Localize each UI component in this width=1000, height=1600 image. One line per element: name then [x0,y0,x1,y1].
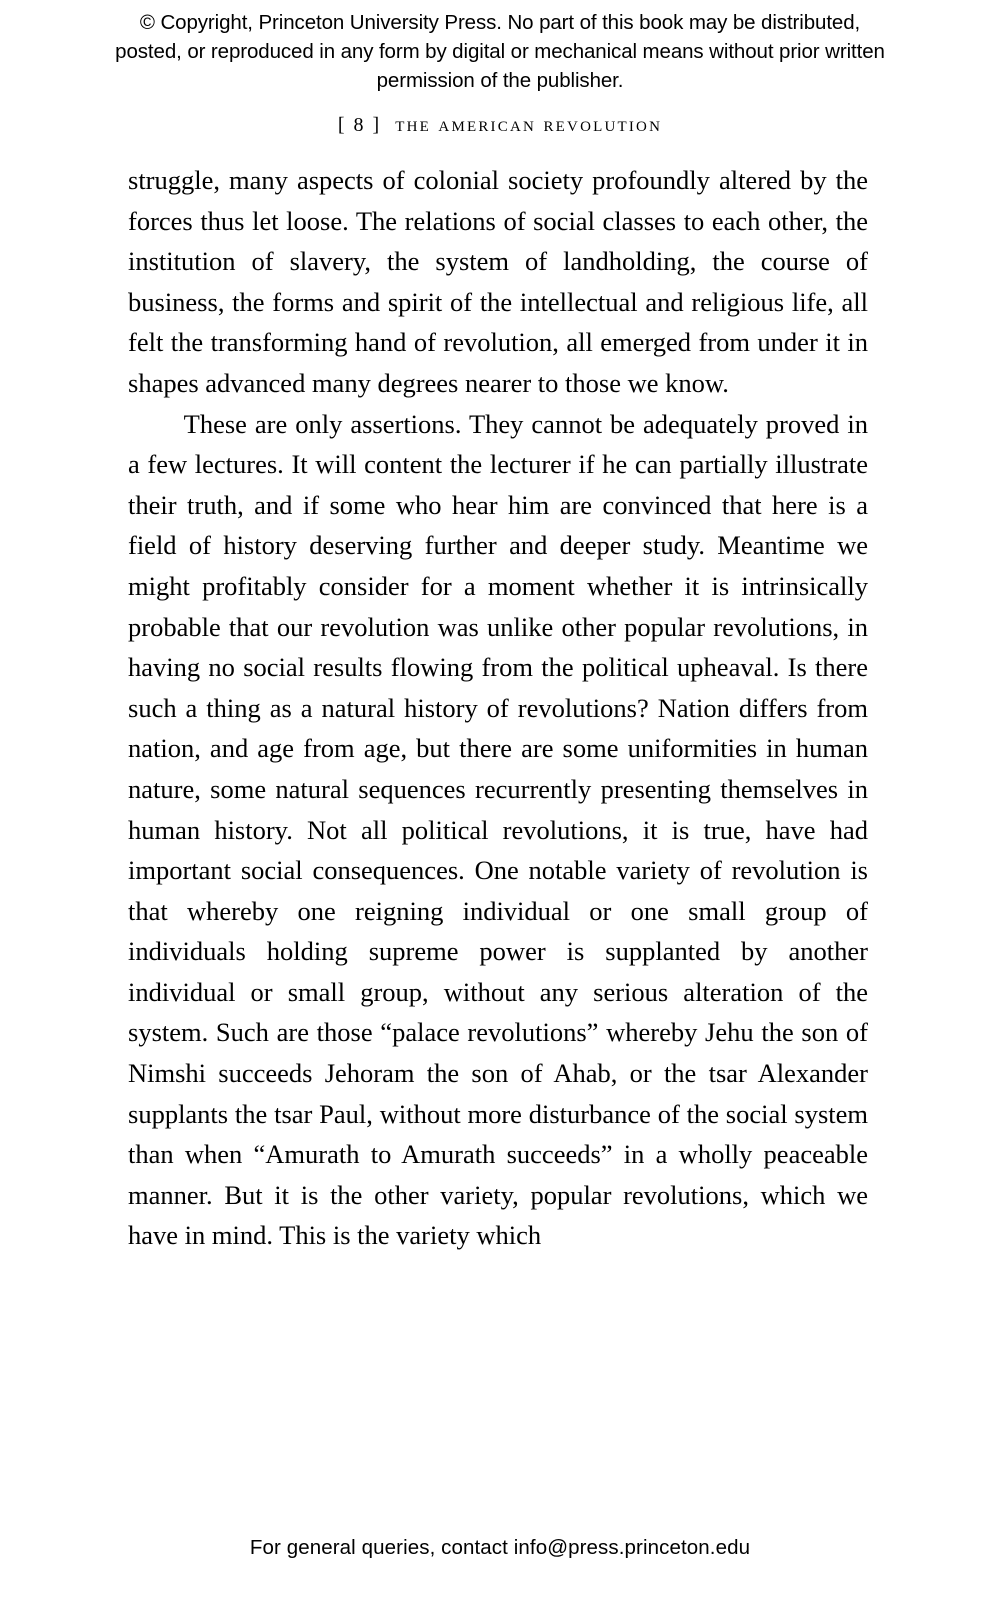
book-title: the american revolution [395,112,663,136]
paragraph-2: These are only assertions. They cannot be adequately proved in a few lectures. It will content the lecturer if he can partially illustrate their truth, and if some who hear him are convinced that here is a field of history deserving further and deeper study. Meantime we might profitably consider for a moment whether it is intrinsically probable that our revolution was unlike other popular revolutions, in having no social results flowing from the political upheaval. Is there such a thing as a natural history of revolutions? Nation differs from nation, and age from age, but there are some uniformities in human nature, some natural sequences recurrently presenting themselves in human history. Not all political revolutions, it is true, have had important social consequences. One notable variety of revolution is that whereby one reigning individual or one small group of individuals holding supreme power is supplanted by another individual or small group, without any serious alteration of the system. Such are those “palace revolutions” whereby Jehu the son of Nimshi succeeds Jehoram the son of Ahab, or the tsar Alexander supplants the tsar Paul, without more disturbance of the social system than when “Amurath to Amurath succeeds” in a wholly peaceable manner. But it is the other variety, popular revolutions, which we have in mind. This is the variety which [128,408,868,1251]
page-number: [ 8 ] [337,114,382,136]
copyright-notice: © Copyright, Princeton University Press. No part of this book may be distributed, posted, or reproduced in any form by digital or mechanical means without prior written permission of the publisher. [115,11,885,92]
paragraph-1: struggle, many aspects of colonial society profoundly altered by the forces thus let loose. The relations of social classes to each other, the institution of slavery, the system of landholding, the course of business, the forms and spirit of the intellectual and religious life, all felt the transforming hand of revolution, all emerged from under it in shapes advanced many degrees nearer to those we know. [128,165,868,398]
body-text [128,160,868,1256]
footer-notice: For general queries, contact info@press.princeton.edu [249,1536,751,1559]
running-head [0,112,1000,137]
